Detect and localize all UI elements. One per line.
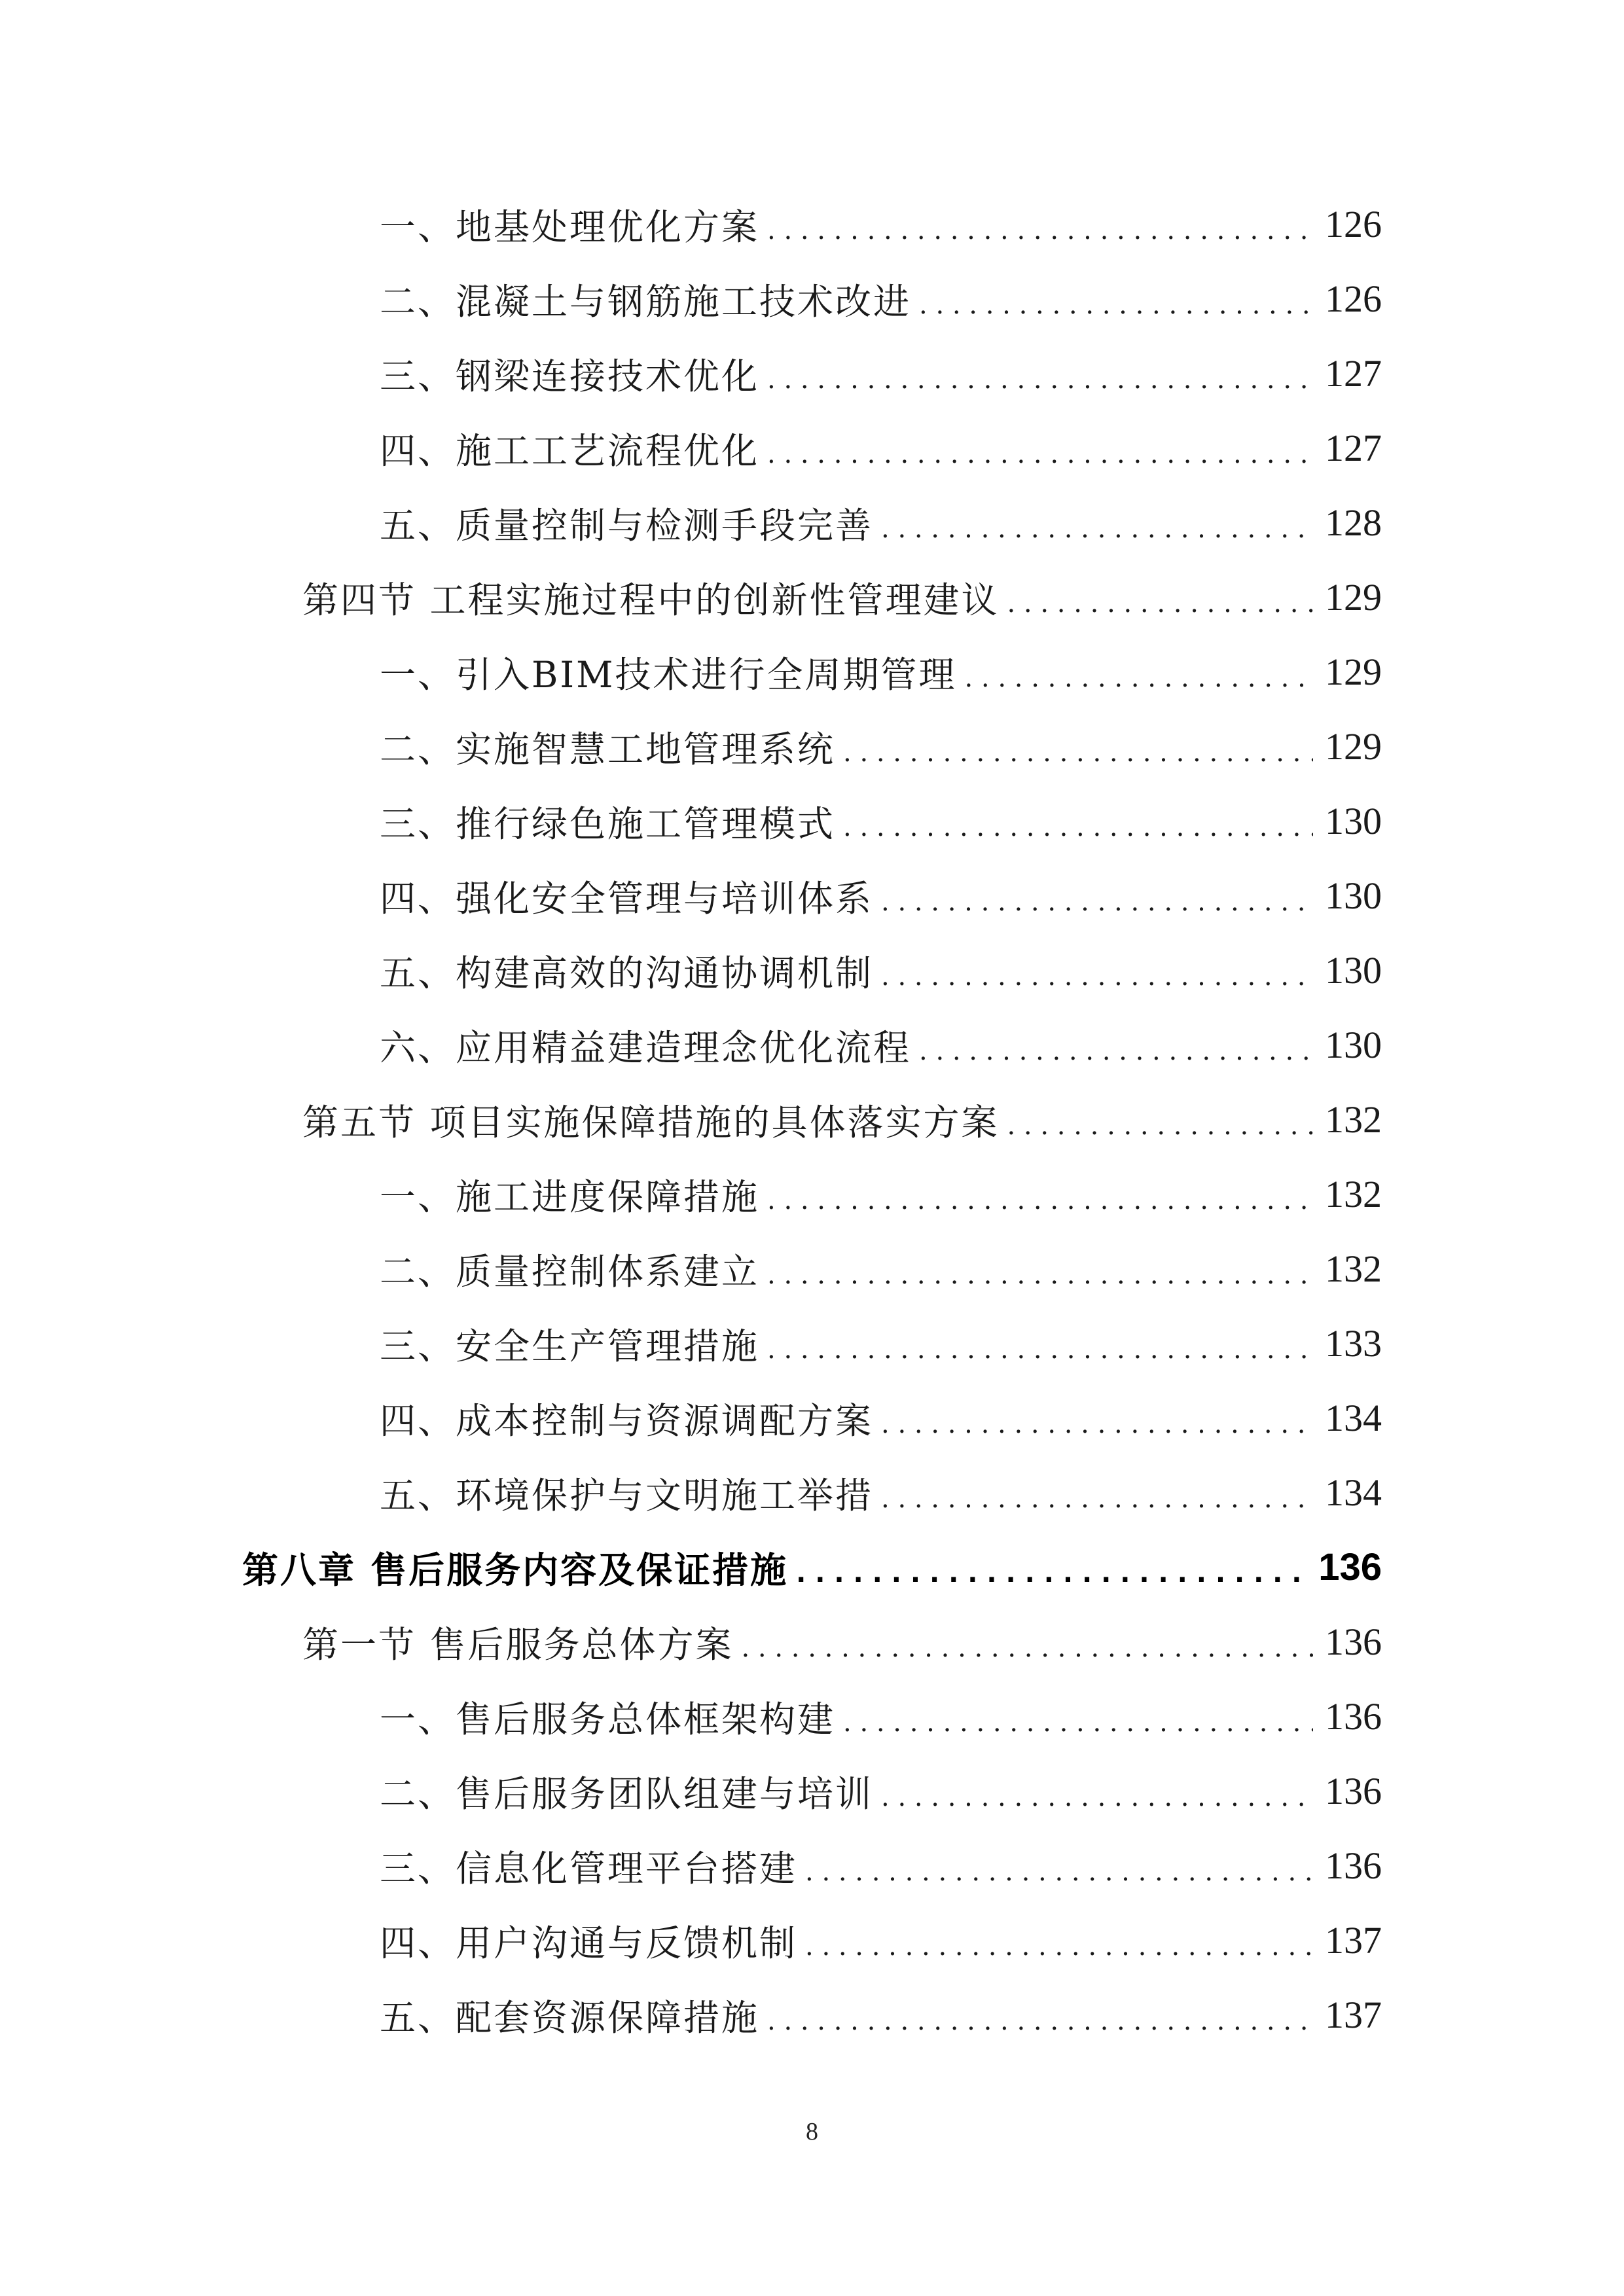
toc-entry[interactable] (380, 194, 1382, 253)
toc-entry-page: 130 (1325, 1023, 1382, 1066)
toc-dot-leader (796, 1560, 1307, 1587)
toc-dot-leader (805, 1859, 1313, 1885)
toc-entry-page: 129 (1325, 575, 1382, 619)
toc-entry[interactable] (380, 269, 1382, 328)
toc-entry[interactable] (380, 1910, 1382, 1969)
toc-dot-leader (1007, 1113, 1313, 1139)
toc-entry[interactable] (380, 717, 1382, 776)
toc-entry[interactable] (380, 1761, 1382, 1820)
toc-dot-leader (805, 1933, 1313, 1960)
toc-dot-leader (843, 1710, 1313, 1736)
toc-dot-leader (919, 292, 1313, 318)
toc-entry[interactable] (380, 1164, 1382, 1223)
toc-entry-page: 130 (1325, 799, 1382, 842)
toc-entry-page: 132 (1325, 1098, 1382, 1141)
toc-entry-title: 二、混凝土与钢筋施工技术改进 (380, 280, 912, 323)
toc-entry-page: 136 (1318, 1545, 1382, 1588)
toc-entry-title: 五、构建高效的沟通协调机制 (380, 952, 874, 994)
toc-entry-title: 一、售后服务总体框架构建 (380, 1698, 836, 1740)
toc-entry[interactable] (302, 1090, 1382, 1149)
toc-entry[interactable] (380, 1463, 1382, 1522)
toc-entry-title: 四、用户沟通与反馈机制 (380, 1922, 798, 1964)
toc-dot-leader (767, 217, 1313, 243)
toc-entry-page: 129 (1325, 650, 1382, 693)
toc-entry-title: 六、应用精益建造理念优化流程 (380, 1026, 912, 1069)
toc-entry-page: 132 (1325, 1172, 1382, 1215)
toc-entry-title: 三、推行绿色施工管理模式 (380, 802, 836, 845)
toc-entry-page: 130 (1325, 874, 1382, 917)
toc-entry-title: 五、配套资源保障措施 (380, 1996, 760, 2039)
toc-entry-page: 134 (1325, 1471, 1382, 1514)
toc-dot-leader (881, 1411, 1313, 1437)
toc-entry[interactable] (380, 791, 1382, 850)
toc-dot-leader (741, 1635, 1313, 1661)
toc-entry-page: 127 (1325, 351, 1382, 395)
toc-entry-title: 一、施工进度保障措施 (380, 1175, 760, 1218)
toc-dot-leader (881, 963, 1313, 990)
toc-entry-page: 136 (1325, 1620, 1382, 1663)
toc-dot-leader (881, 889, 1313, 915)
toc-dot-leader (1007, 590, 1313, 617)
toc-dot-leader (767, 1336, 1313, 1363)
toc-dot-leader (843, 740, 1313, 766)
toc-dot-leader (919, 1038, 1313, 1064)
toc-dot-leader (767, 367, 1313, 393)
toc-entry-title: 第八章 售后服务内容及保证措施 (242, 1549, 789, 1591)
toc-entry-page: 129 (1325, 725, 1382, 768)
toc-entry[interactable] (380, 642, 1382, 701)
toc-entry[interactable] (380, 1239, 1382, 1298)
toc-dot-leader (881, 516, 1313, 542)
toc-entry-title: 三、安全生产管理措施 (380, 1325, 760, 1367)
toc-entry-title: 一、地基处理优化方案 (380, 206, 760, 248)
toc-entry-title: 四、强化安全管理与培训体系 (380, 877, 874, 920)
toc-entry[interactable] (302, 567, 1382, 626)
toc-entry-title: 五、环境保护与文明施工举措 (380, 1474, 874, 1516)
toc-entry[interactable] (380, 1985, 1382, 2044)
toc-entry-page: 136 (1325, 1769, 1382, 1812)
toc-chapter-entry[interactable] (242, 1537, 1382, 1596)
toc-entry-page: 127 (1325, 426, 1382, 469)
toc-entry[interactable] (380, 344, 1382, 403)
page-number: 8 (806, 2118, 818, 2145)
toc-entry-page: 128 (1325, 501, 1382, 544)
toc-dot-leader (881, 1784, 1313, 1810)
toc-entry-page: 136 (1325, 1695, 1382, 1738)
toc-entry-page: 126 (1325, 202, 1382, 245)
toc-entry[interactable] (380, 1836, 1382, 1895)
toc-entry-page: 137 (1325, 1918, 1382, 1962)
toc-entry-title: 四、施工工艺流程优化 (380, 429, 760, 472)
toc-entry-page: 134 (1325, 1396, 1382, 1439)
toc-entry[interactable] (380, 1687, 1382, 1746)
toc-dot-leader (767, 1187, 1313, 1213)
toc-entry-title: 五、质量控制与检测手段完善 (380, 504, 874, 547)
toc-dot-leader (767, 1262, 1313, 1288)
toc-entry[interactable] (380, 493, 1382, 552)
toc-entry[interactable] (380, 1015, 1382, 1074)
toc-entry[interactable] (380, 866, 1382, 925)
toc-dot-leader (964, 665, 1313, 691)
toc-entry[interactable] (302, 1612, 1382, 1671)
toc-entry-page: 137 (1325, 1993, 1382, 2036)
toc-entry-title: 二、实施智慧工地管理系统 (380, 728, 836, 770)
toc-dot-leader (881, 1486, 1313, 1512)
toc-entry-title: 一、引入BIM技术进行全周期管理 (380, 653, 957, 696)
toc-entry-title: 第五节 项目实施保障措施的具体落实方案 (302, 1101, 1000, 1143)
toc-entry-title: 二、质量控制体系建立 (380, 1250, 760, 1293)
toc-entry-page: 132 (1325, 1247, 1382, 1290)
toc-entry-title: 三、钢梁连接技术优化 (380, 355, 760, 397)
toc-dot-leader (767, 441, 1313, 467)
toc-entry[interactable] (380, 418, 1382, 477)
toc-entry-page: 126 (1325, 277, 1382, 320)
toc-entry-page: 136 (1325, 1844, 1382, 1887)
toc-entry-title: 二、售后服务团队组建与培训 (380, 1772, 874, 1815)
toc-entry[interactable] (380, 1388, 1382, 1447)
toc-entry-title: 三、信息化管理平台搭建 (380, 1847, 798, 1890)
toc-entry-title: 第四节 工程实施过程中的创新性管理建议 (302, 579, 1000, 621)
toc-entry-title: 四、成本控制与资源调配方案 (380, 1399, 874, 1442)
toc-dot-leader (767, 2008, 1313, 2034)
toc-entry[interactable] (380, 1314, 1382, 1372)
toc-entry-page: 130 (1325, 948, 1382, 992)
toc-dot-leader (843, 814, 1313, 840)
toc-entry-title: 第一节 售后服务总体方案 (302, 1623, 734, 1666)
toc-entry-page: 133 (1325, 1321, 1382, 1365)
toc-entry[interactable] (380, 941, 1382, 999)
